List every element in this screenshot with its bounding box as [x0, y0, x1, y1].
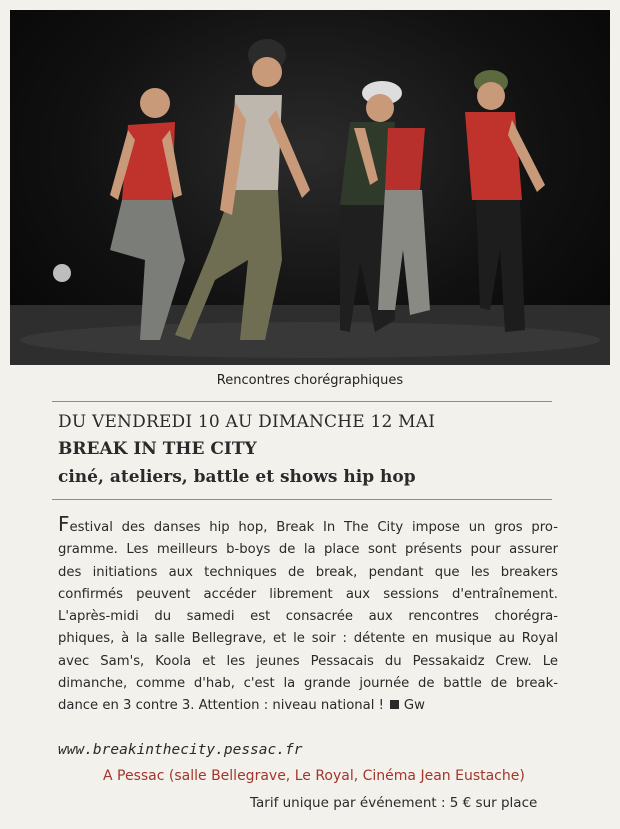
article-line: gramme. Les meilleurs b-boys de la place sont présents pour assurer [58, 542, 558, 558]
article-line: L'après-midi du samedi est consacrée aux rencontres chorégra- [58, 609, 558, 625]
bottom-divider [52, 499, 552, 500]
event-website-link[interactable]: www.breakinthecity.pessac.fr [58, 742, 303, 758]
event-date: DU VENDREDI 10 AU DIMANCHE 12 MAI [58, 412, 436, 432]
photo-caption: Rencontres chorégraphiques [216, 373, 404, 388]
article-line: des initiations aux techniques de break, pendant que les breakers [58, 564, 558, 580]
article-line: dimanche, comme d'hab, c'est la grande journée de battle de break- [58, 676, 558, 692]
author-signature: Gw [403, 698, 425, 714]
dancers-illustration [10, 10, 610, 365]
article-body [58, 513, 558, 718]
article-line: avec Sam's, Koola et les jeunes Pessacais du Pessakaidz Crew. Le [58, 653, 558, 669]
article-line [58, 513, 558, 539]
article-line-text: estival des danses hip hop, Break In The City impose un gros pro- [69, 520, 558, 535]
end-square-icon [390, 700, 399, 709]
drop-cap: F [58, 512, 70, 536]
article-last-line: dance en 3 contre 3. Attention : niveau national ! [58, 698, 384, 714]
article-line [58, 695, 558, 717]
article-line: confirmés peuvent accéder librement aux sessions d'entraînement. [58, 586, 558, 602]
event-subtitle: ciné, ateliers, battle et shows hip hop [58, 467, 416, 487]
article-line: phiques, à la salle Bellegrave, et le soir : détente en musique au Royal [58, 631, 558, 647]
top-divider [52, 401, 552, 402]
dance-photo [10, 10, 610, 365]
event-venue: A Pessac (salle Bellegrave, Le Royal, Cinéma Jean Eustache) [103, 768, 525, 784]
event-price: Tarif unique par événement : 5 € sur place [250, 795, 538, 811]
event-title: BREAK IN THE CITY [58, 439, 257, 459]
